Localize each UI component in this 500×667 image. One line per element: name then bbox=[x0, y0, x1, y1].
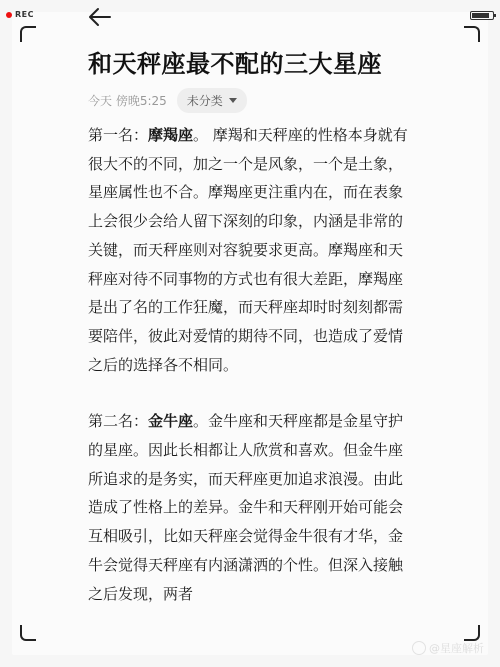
note-meta bbox=[88, 88, 247, 113]
category-label: 未分类 bbox=[186, 94, 223, 108]
category-dropdown[interactable] bbox=[177, 88, 247, 113]
paragraph-text: 。金牛座和天秤座都是金星守护的星座。因此长相都让人欣赏和喜欢。但金牛座所追求的是务实，而天秤座更加追求浪漫。由此造成了性格上的差异。金牛和天秤刚开始可能会互相吸引，比如天秤座会觉得金牛很有才华，金牛会觉得天秤座有内涵潇洒的个性。但深入接触之后发现，两者 bbox=[88, 412, 404, 603]
watermark-logo-icon bbox=[412, 641, 426, 655]
viewfinder-corner-bl bbox=[20, 625, 36, 641]
viewfinder-corner-br bbox=[464, 625, 480, 641]
sign-name: 金牛座 bbox=[148, 412, 194, 431]
rank-label: 第一名： bbox=[88, 126, 149, 144]
paragraph-2 bbox=[88, 407, 408, 608]
viewfinder-corner-tl bbox=[20, 26, 36, 42]
caret-down-icon bbox=[229, 98, 237, 103]
battery-level bbox=[472, 13, 489, 18]
rank-label: 第二名： bbox=[88, 412, 149, 431]
battery-icon bbox=[470, 11, 494, 20]
timestamp: 今天 傍晚5:25 bbox=[88, 94, 167, 108]
article-body bbox=[88, 121, 408, 608]
back-arrow-icon bbox=[86, 4, 116, 30]
page-title: 和天秤座最不配的三大星座 bbox=[88, 50, 382, 78]
paragraph-1 bbox=[88, 121, 408, 379]
paragraph-text: 。 摩羯和天秤座的性格本身就有很大不的不同，加之一个是风象，一个是土象，星座属性也不合。摩羯座更注重内在，而在表象上会很少会给人留下深刻的印象，内涵是非常的关键，而天秤座则对容貌要求更高。摩羯座和天秤座对待不同事物的方式也有很大差距，摩羯座是出了名的工作狂魔，而天秤座却时时刻刻都需要陪伴，彼此对爱情的期待不同，也造成了爱情之后的选择各不相同。 bbox=[88, 126, 408, 374]
watermark bbox=[412, 640, 484, 656]
sign-name: 摩羯座 bbox=[148, 126, 194, 144]
record-dot-icon bbox=[6, 12, 12, 18]
watermark-text: @星座解析 bbox=[429, 642, 484, 655]
recording-indicator bbox=[6, 10, 34, 19]
back-button[interactable] bbox=[86, 4, 116, 30]
viewfinder-corner-tr bbox=[464, 26, 480, 42]
rec-label: REC bbox=[15, 10, 34, 19]
